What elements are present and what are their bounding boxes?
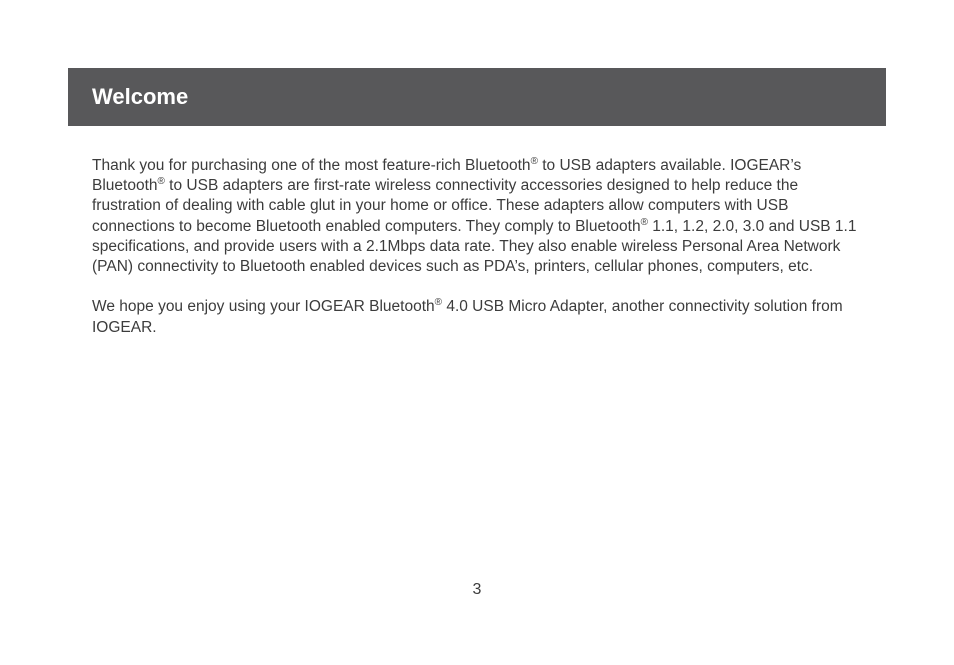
intro-text-2: to USB adapters available. IOGEAR’s Bluetooth bbox=[92, 157, 802, 195]
registered-mark: ® bbox=[434, 297, 443, 309]
intro-text-4: 1.1, 1.2, 2.0, 3.0 and USB 1.1 bbox=[647, 217, 857, 235]
registered-mark: ® bbox=[640, 216, 648, 228]
closing-text-1: We hope you enjoy using your IOGEAR Bluetooth bbox=[92, 298, 435, 316]
intro-text-3: to USB adapters are first-rate wireless connectivity accessories designed to help reduce the frustration of dealing with cable glut in your home or office. These adapters allow computers with USB connections to become Bluetooth enabled computers. They comply to Bluetooth bbox=[92, 177, 799, 235]
intro-text-1: Thank you for purchasing one of the most feature-rich Bluetooth bbox=[92, 157, 531, 174]
registered-mark: ® bbox=[157, 176, 165, 188]
closing-text-2: 4.0 USB Micro Adapter, another connectivity solution from IOGEAR. bbox=[92, 298, 843, 336]
welcome-body bbox=[92, 156, 857, 338]
registered-mark: ® bbox=[530, 156, 538, 167]
page-number: 3 bbox=[472, 581, 482, 598]
section-title: Welcome bbox=[92, 84, 189, 109]
specifications-paragraph: specifications, and provide users with a 2.1Mbps data rate. They also enable wireless Personal Area Network (PAN) connectivity to Bluetooth enabled devices such as PDA’s, printers, cellular phones, computers, etc. bbox=[92, 237, 841, 276]
intro-paragraph bbox=[92, 156, 857, 237]
section-header-bar bbox=[68, 68, 886, 126]
closing-paragraph bbox=[92, 297, 857, 337]
